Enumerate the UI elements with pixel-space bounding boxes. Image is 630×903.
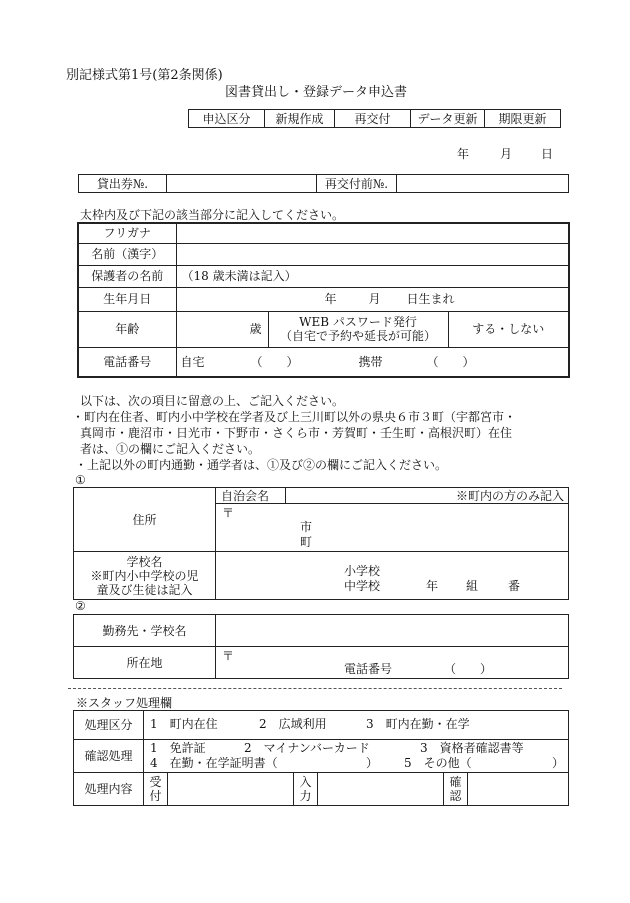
option-renewal[interactable]: 期限更新 (485, 110, 561, 128)
processing-label: 処理内容 (74, 772, 144, 805)
section2-marker: ② (75, 599, 86, 613)
home-area-code: （ ） (250, 354, 299, 369)
class-label: 組 (466, 579, 479, 593)
staff-title: ※スタッフ処理欄 (76, 696, 173, 710)
section1-marker: ① (75, 473, 86, 487)
date-month: 月 (500, 147, 513, 161)
location-postal-mark: 〒 (222, 649, 235, 663)
web-password-line2: （自宅で予約や延長が可能） (279, 329, 436, 343)
card-no-label: 貸出券№. (79, 175, 167, 193)
application-type-label: 申込区分 (189, 110, 265, 128)
school-field[interactable] (216, 552, 569, 600)
guardian-note: （18 歳未満は記入） (181, 269, 297, 283)
name-label: 名前（漢字） (78, 243, 176, 265)
birthdate-label: 生年月日 (78, 287, 176, 311)
received-label-1: 受 (149, 774, 162, 789)
confirm-item-3[interactable]: 3 資格者確認書等 (420, 740, 524, 755)
option-data-update[interactable]: データ更新 (411, 110, 485, 128)
web-password-choice[interactable]: する・しない (448, 311, 569, 347)
mobile-area-code: （ ） (426, 354, 475, 369)
staff-table (73, 710, 569, 806)
web-password-label (268, 311, 448, 347)
category-item-2[interactable]: 2 広域利用 (259, 717, 327, 731)
input-field[interactable] (318, 772, 444, 805)
category-item-1[interactable]: 1 町内在住 (150, 717, 218, 731)
received-field[interactable] (168, 772, 294, 805)
prev-card-no-label: 再交付前№. (317, 175, 397, 193)
option-new[interactable]: 新規作成 (265, 110, 335, 128)
jichikai-label: 自治会名 (216, 488, 286, 504)
application-type-table (188, 109, 561, 128)
guardian-field[interactable] (176, 265, 569, 287)
location-label: 所在地 (74, 647, 216, 679)
staff-separator (68, 688, 562, 689)
confirm-item-1[interactable]: 1 免許証 (150, 740, 206, 755)
school-label-line1: 学校名 (126, 554, 163, 569)
postal-mark: 〒 (222, 506, 235, 520)
town-suffix: 町 (300, 535, 313, 549)
card-no-field[interactable] (167, 175, 317, 193)
notes-bullet1-line3: 者は、①の欄にご記入ください。 (80, 442, 261, 456)
form-id: 別記様式第1号(第2条関係) (66, 68, 223, 83)
jichikai-note: ※町内の方のみ記入 (455, 488, 564, 503)
school-label (74, 552, 216, 600)
prev-card-no-field[interactable] (397, 175, 569, 193)
address-label: 住所 (74, 488, 216, 552)
notes-bullet2: ・上記以外の町内通勤・通学者は、①及び②の欄にご記入ください。 (75, 458, 448, 472)
furigana-label: フリガナ (78, 223, 176, 243)
check-label (444, 772, 468, 805)
category-label: 処理区分 (74, 711, 144, 740)
home-label: 自宅 (180, 354, 205, 369)
received-label-2: 付 (149, 788, 162, 803)
workplace-label: 勤務先・学校名 (74, 615, 216, 647)
number-label: 番 (508, 579, 521, 593)
phone-field[interactable] (176, 347, 569, 377)
location-field[interactable] (216, 647, 569, 679)
location-phone-label: 電話番号 (344, 662, 393, 676)
workplace-field[interactable] (216, 615, 569, 647)
furigana-field[interactable] (176, 223, 569, 243)
birth-suffix: 日生まれ (406, 291, 455, 306)
main-form-table (77, 222, 570, 378)
name-field[interactable] (176, 243, 569, 265)
input-label-2: 力 (299, 788, 312, 803)
birthdate-field[interactable] (176, 287, 569, 311)
notes-bullet1-line2: 真岡市・鹿沼市・日光市・下野市・さくら市・芳賀町・壬生町・高根沢町）在住 (80, 426, 513, 440)
city-suffix: 市 (300, 520, 313, 534)
school-label-line2: ※町内小中学校の児 (90, 568, 199, 583)
date-year: 年 (457, 147, 470, 161)
category-item-3[interactable]: 3 町内在勤・在学 (366, 717, 470, 731)
address-field[interactable] (216, 504, 569, 552)
birth-year: 年 (324, 291, 337, 306)
confirm-field (144, 739, 569, 772)
check-field[interactable] (468, 772, 569, 805)
junior-high-label: 中学校 (344, 579, 381, 593)
mobile-label: 携帯 (358, 354, 383, 369)
web-password-line1: WEB パスワード発行 (299, 315, 417, 329)
input-label-1: 入 (299, 774, 312, 789)
received-label (144, 772, 168, 805)
age-label: 年齢 (78, 311, 176, 347)
age-field[interactable] (176, 311, 268, 347)
section2-table (73, 614, 569, 679)
section1-table (73, 487, 569, 600)
confirm-item-5[interactable]: 5 その他（ (404, 755, 472, 770)
check-label-2: 認 (449, 788, 462, 803)
confirm-item-4[interactable]: 4 在勤・在学証明書（ (150, 755, 278, 770)
school-label-line3: 童及び生徒は記入 (96, 582, 193, 597)
category-field (144, 711, 569, 740)
elementary-label: 小学校 (344, 564, 381, 578)
age-unit: 歳 (249, 322, 262, 336)
main-instruction: 太枠内及び下記の該当部分に記入してください。 (80, 208, 345, 222)
input-label (294, 772, 318, 805)
form-title: 図書貸出し・登録データ申込書 (225, 85, 408, 100)
check-label-1: 確 (449, 774, 462, 789)
confirm-label: 確認処理 (74, 739, 144, 772)
card-number-table (78, 174, 569, 193)
birth-month: 月 (368, 291, 381, 306)
confirm-item-2[interactable]: 2 マイナンバーカード (244, 740, 370, 755)
option-reissue[interactable]: 再交付 (335, 110, 411, 128)
jichikai-field[interactable] (286, 488, 569, 504)
confirm-item-4-close: ） (366, 755, 379, 770)
phone-label: 電話番号 (78, 347, 176, 377)
confirm-item-5-close: ） (552, 755, 565, 770)
notes-intro: 以下は、次の項目に留意の上、ご記入ください。 (80, 394, 345, 408)
grade-label: 年 (426, 579, 439, 593)
notes-bullet1-line1: ・町内在住者、町内小中学校在学者及び上三川町以外の県央６市３町（宇都宮市・ (72, 410, 517, 424)
location-phone-area: （ ） (444, 662, 493, 676)
date-day: 日 (541, 147, 554, 161)
guardian-label: 保護者の名前 (78, 265, 176, 287)
